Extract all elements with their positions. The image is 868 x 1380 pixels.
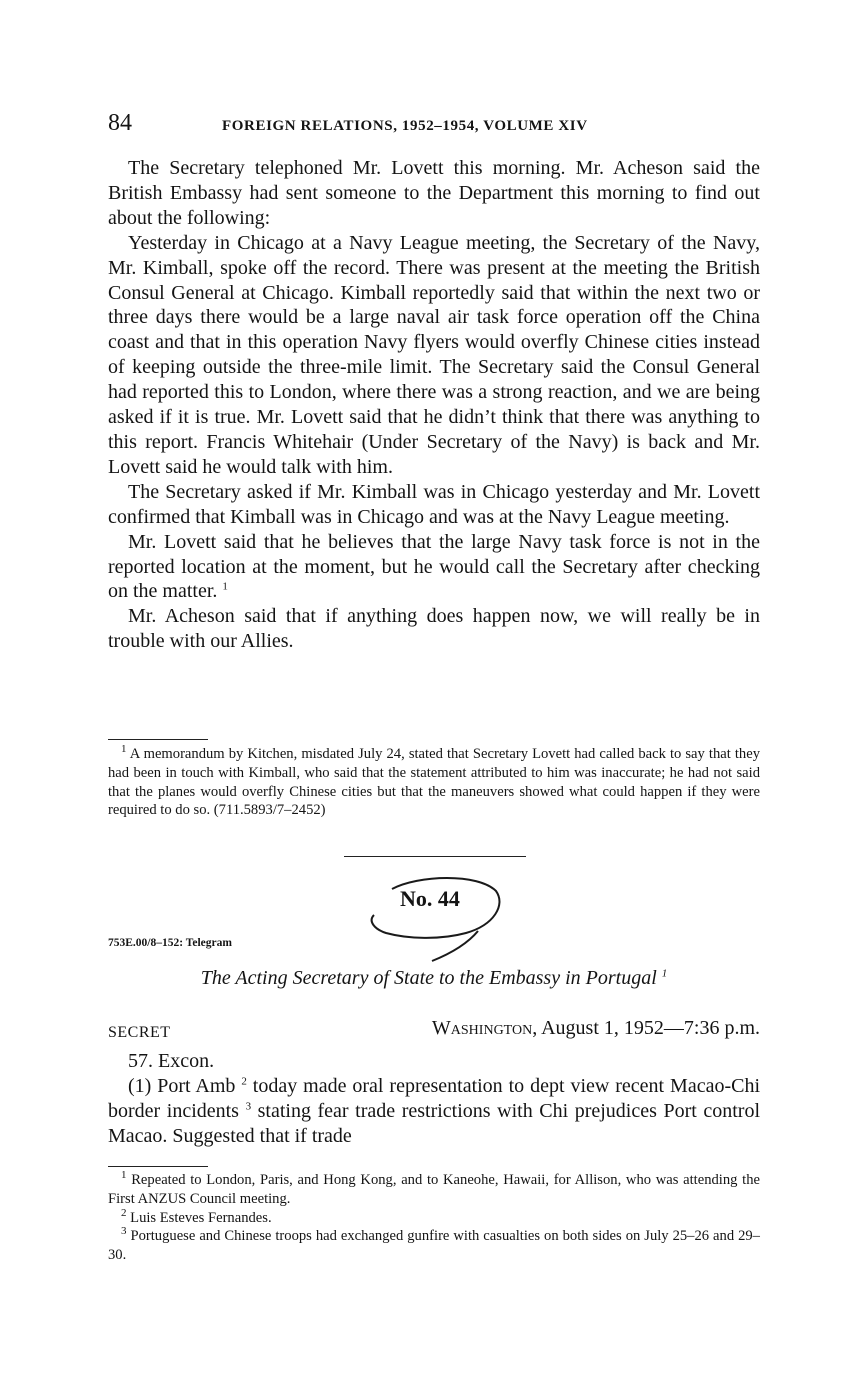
dateline xyxy=(432,1017,760,1040)
footnote-text: A memorandum by Kitchen, misdated July 24, stated that Secretary Lovett had called back to say that they had been in touch with Kimball, who said that the statement attributed to him was inaccurate; he had not said that the planes would overfly Chinese cities but that the maneuvers showed what could happen if they were required to do so. (711.5893/7–2452) xyxy=(108,746,760,819)
footnote-marker: 3 xyxy=(121,1225,127,1238)
telegram-body xyxy=(108,1049,760,1149)
footnote-marker: 1 xyxy=(121,743,127,756)
volume-title: FOREIGN RELATIONS, 1952–1954, VOLUME XIV xyxy=(222,118,588,134)
running-header xyxy=(108,110,760,140)
footnote xyxy=(108,1227,760,1265)
footnote-text: Portuguese and Chinese troops had exchanged gunfire with casualties on both sides on July 25–26 and 29–30. xyxy=(108,1228,760,1264)
document-number-stamp xyxy=(370,875,505,965)
document-number: No. 44 xyxy=(400,886,460,911)
footnote-divider xyxy=(108,1166,208,1167)
telegram-text: stating fear trade restrictions with Chi prejudices Port control Macao. Suggested that if trade xyxy=(108,1099,761,1147)
footnote-divider xyxy=(108,739,208,740)
dateline-place: Washington, xyxy=(431,1017,538,1039)
memo-body xyxy=(108,156,760,654)
memo-paragraph xyxy=(108,530,760,605)
file-reference: 753E.00/8–152: Telegram xyxy=(108,937,232,949)
document-title-text: The Acting Secretary of State to the Embassy in Portugal xyxy=(200,967,657,989)
memo-paragraph: Yesterday in Chicago at a Navy League meeting, the Secretary of the Navy, Mr. Kimball, spoke off the record. There was present at the meeting the British Consul General at Chicago. Kimball reportedly said that within the next two or three days there would be a large naval air task force operation off the China coast and that in this operation Navy flyers would overfly Chinese cities instead of keeping outside the three-mile limit. The Secretary said the Consul General had reported this to London, where there was a strong reaction, and we are being asked if it is true. Mr. Lovett said that he didn’t think that there was anything to this report. Francis Whitehair (Under Secretary of the Navy) is back and Mr. Lovett said he would talk with him. xyxy=(108,231,760,478)
document-title xyxy=(108,967,760,990)
memo-paragraph: Mr. Acheson said that if anything does happen now, we will really be in trouble with our Allies. xyxy=(108,605,760,653)
telegram-number: 57. Excon. xyxy=(128,1050,215,1072)
page-number: 84 xyxy=(108,110,132,136)
footnote-reference: 3 xyxy=(245,1100,252,1113)
memo-footnotes xyxy=(108,745,760,820)
footnote-reference: 1 xyxy=(222,580,228,593)
telegram-text: (1) Port Amb xyxy=(128,1074,236,1097)
memo-paragraph-text: Mr. Lovett said that he believes that the large Navy task force is not in the reported location at the moment, but he would call the Secretary after checking on the matter. xyxy=(108,530,760,603)
footnote-reference: 1 xyxy=(661,967,668,980)
telegram-paragraph xyxy=(108,1074,760,1149)
footnote-marker: 2 xyxy=(121,1206,127,1219)
section-divider xyxy=(344,856,526,857)
memo-paragraph: The Secretary telephoned Mr. Lovett this morning. Mr. Acheson said the British Embassy had sent someone to the Department this morning to find out about the following: xyxy=(108,157,760,229)
footnote-text: Repeated to London, Paris, and Hong Kong, and to Kaneohe, Hawaii, for Allison, who was attending the First ANZUS Council meeting. xyxy=(108,1172,760,1207)
document-page xyxy=(108,0,760,1380)
footnote-text: Luis Esteves Fernandes. xyxy=(130,1209,272,1226)
footnote-reference: 2 xyxy=(241,1075,247,1088)
footnote-marker: 1 xyxy=(121,1169,127,1182)
footnote xyxy=(108,1206,760,1228)
memo-paragraph: The Secretary asked if Mr. Kimball was in Chicago yesterday and Mr. Lovett confirmed that Kimball was in Chicago and was at the Navy League meeting. xyxy=(108,480,760,528)
footnote xyxy=(108,745,760,820)
dateline-date: August 1, 1952—7:36 p.m. xyxy=(537,1017,760,1039)
footnote xyxy=(108,1171,760,1209)
telegram-text: today made oral representation to dept view recent Macao-Chi border incidents xyxy=(108,1074,761,1122)
document-footnotes xyxy=(108,1171,760,1265)
classification-label: SECRET xyxy=(108,1024,171,1041)
